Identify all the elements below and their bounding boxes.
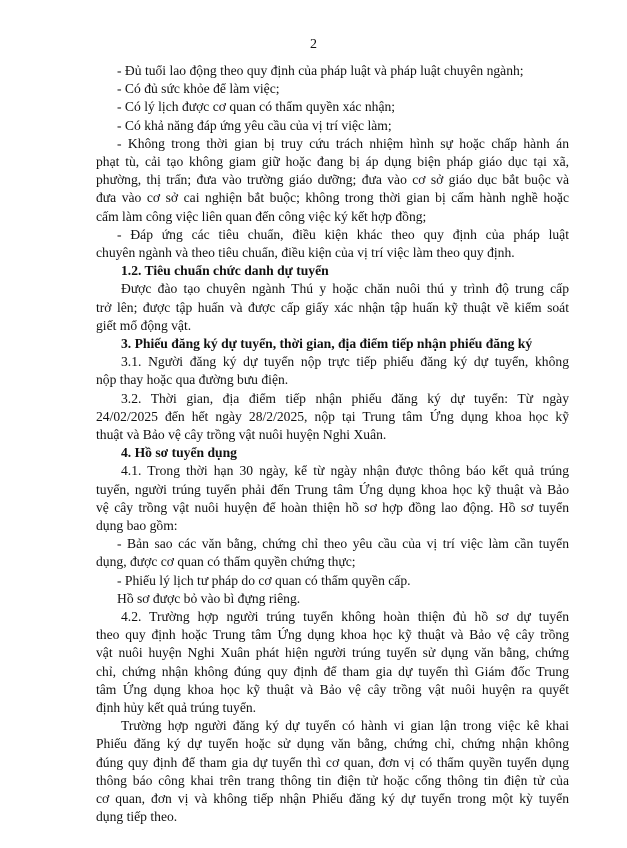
text-line: nộp thay hoặc qua đường bưu điện. [96,372,289,388]
section-heading: 1.2. Tiêu chuẩn chức danh dự tuyển [121,263,329,279]
text-line: theo quy định hoặc Trung tâm Ứng dụng khoa học kỹ thuật và Bảo vệ cây trồng [96,627,569,643]
text-line: Được đào tạo chuyên ngành Thú y hoặc chăn nuôi thú y trình độ trung cấp [121,281,569,297]
text-line: 4.2. Trường hợp người trúng tuyển không hoàn thiện đủ hồ sơ dự tuyển [121,609,569,624]
text-line: - Phiếu lý lịch tư pháp do cơ quan có thẩm quyền cấp. [117,572,411,588]
text-line: 24/02/2025 đến hết ngày 28/2/2025, nộp tại Trung tâm Ứng dụng khoa học kỹ [96,408,569,424]
text-line: - Đáp ứng các tiêu chuẩn, điều kiện khác theo quy định của pháp luật [117,226,569,242]
text-line: - Đủ tuổi lao động theo quy định của pháp luật và pháp luật chuyên ngành; [117,63,524,78]
section-heading: 4. Hồ sơ tuyển dụng [121,445,237,461]
text-line: phường, thị trấn; đưa vào trường giáo dưỡng; đưa vào cơ sở giáo dục bắt buộc và [96,172,569,188]
text-line: dụng bao gồm: [96,518,178,533]
text-line: vệ cây trồng vật nuôi huyện để hoàn thiện hồ sơ hợp đồng lao động. Hồ sơ tuyển [96,499,569,515]
text-line: tâm Ứng dụng khoa học kỹ thuật và Bảo vệ cây trồng vật nuôi huyện ra quyết [96,681,569,697]
text-line: 3.1. Người đăng ký dự tuyển nộp trực tiếp phiếu đăng ký dự tuyển, không [121,354,569,370]
text-line: dụng tiếp theo. [96,809,178,825]
text-line: thuật và Bảo vệ cây trồng vật nuôi huyện Nghi Xuân. [96,427,387,442]
text-line: - Có đủ sức khỏe để làm việc; [117,81,280,97]
text-line: cấm làm công việc liên quan đến công việc ký kết hợp đồng; [96,208,427,224]
text-line: - Có khả năng đáp ứng yêu cầu của vị trí việc làm; [117,117,392,133]
text-line: dụng, được cơ quan có thẩm quyền chứng thực; [96,554,356,570]
text-line: tuyển, người trúng tuyển phải đến Trung tâm Ứng dụng khoa học kỹ thuật và Bảo [96,481,569,497]
text-line: đưa vào cơ sở cai nghiện bắt buộc; không trong thời gian bị cấm hành nghề hoặc [96,190,569,206]
text-line: thông báo công khai trên trang thông tin điện tử hoặc cổng thông tin điện tử của [96,772,569,788]
text-line: vật nuôi huyện Nghi Xuân phát hiện người trúng tuyển sử dụng văn bằng, chứng [96,645,569,661]
text-line: 4.1. Trong thời hạn 30 ngày, kể từ ngày nhận được thông báo kết quả trúng [121,463,569,479]
text-line: 3.2. Thời gian, địa điểm tiếp nhận phiếu đăng ký dự tuyển: Từ ngày [121,390,569,406]
text-line: trở lên; được tập huấn và được cấp giấy xác nhận tập huấn kỹ thuật về kiểm soát [96,299,569,315]
page-number: 2 [310,37,317,52]
text-line: cơ quan, đơn vị và không tiếp nhận Phiếu đăng ký dự tuyển trong một kỳ tuyển [96,791,569,806]
text-line: Phiếu đăng ký dự tuyển hoặc sử dụng văn bằng, chứng chỉ, chứng nhận không [96,736,569,752]
text-line: phạt tù, cải tạo không giam giữ hoặc đang bị áp dụng biện pháp giáo dục tại xã, [96,154,569,169]
text-line: đúng quy định để tham gia dự tuyển thì cơ quan, đơn vị có thẩm quyền tuyển dụng [96,754,569,770]
text-line: định hủy kết quả trúng tuyển. [96,700,257,715]
text-line: - Bản sao các văn bằng, chứng chỉ theo yêu cầu của vị trí việc làm cần tuyển [117,536,569,552]
text-line: chuyên ngành và theo tiêu chuẩn, điều kiện của vị trí việc làm theo quy định. [96,245,515,260]
text-line: Hồ sơ được bỏ vào bì đựng riêng. [117,590,301,606]
text-line: chỉ, chứng nhận không đúng quy định để tham gia dự tuyển thì Giám đốc Trung [96,663,569,679]
text-line: - Có lý lịch được cơ quan có thẩm quyền xác nhận; [117,99,396,115]
text-line: Trường hợp người đăng ký dự tuyển có hành vi gian lận trong việc kê khai [121,718,569,734]
text-line: - Không trong thời gian bị truy cứu trách nhiệm hình sự hoặc chấp hành án [117,135,569,151]
text-line: giết mổ động vật. [96,317,192,333]
section-heading: 3. Phiếu đăng ký dự tuyển, thời gian, địa điểm tiếp nhận phiếu đăng ký [121,336,533,351]
